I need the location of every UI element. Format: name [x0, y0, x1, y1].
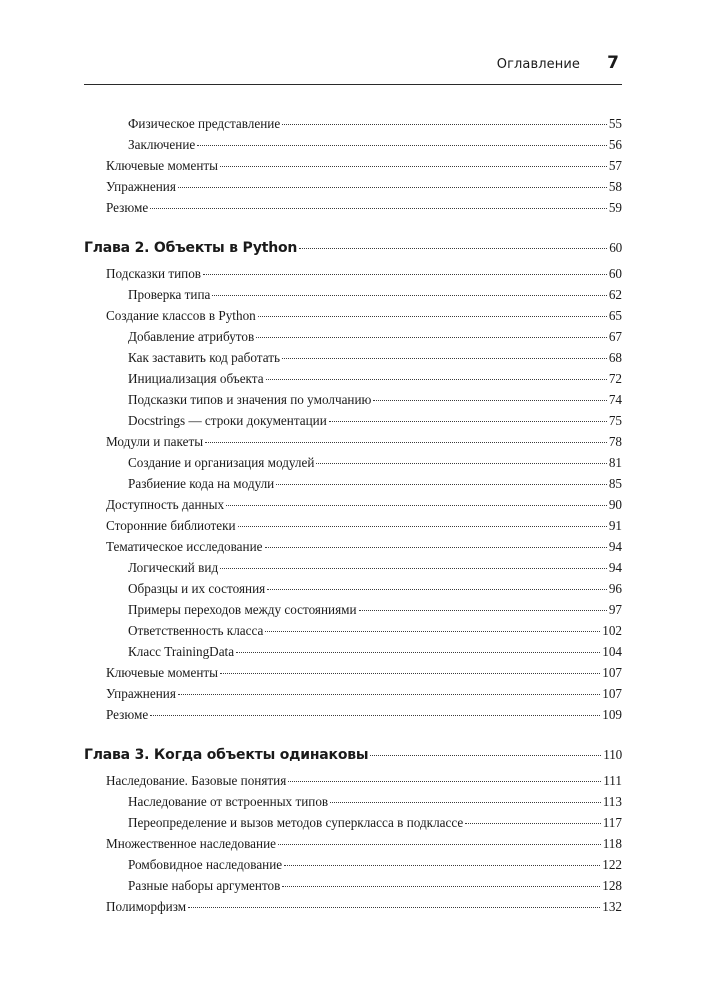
toc-entry[interactable]: Наследование. Базовые понятия 111	[106, 773, 622, 788]
toc-entry[interactable]: Создание и организация модулей 81	[128, 455, 622, 470]
toc-entry[interactable]: Ромбовидное наследование 122	[128, 857, 622, 872]
toc-entry[interactable]: Класс TrainingData 104	[128, 644, 622, 659]
toc-entry[interactable]: Логический вид 94	[128, 560, 622, 575]
toc-entry[interactable]: Сторонние библиотеки 91	[106, 518, 622, 533]
toc-entry[interactable]: Ключевые моменты 57	[106, 158, 622, 173]
toc-entry[interactable]: Разные наборы аргументов 128	[128, 878, 622, 893]
toc-entry[interactable]: Подсказки типов 60	[106, 266, 622, 281]
toc-entry[interactable]: Переопределение и вызов методов суперкласса в подклассе 117	[128, 815, 622, 830]
toc-entry[interactable]: Доступность данных 90	[106, 497, 622, 512]
toc-entry[interactable]: Docstrings — строки документации 75	[128, 413, 622, 428]
toc-entry[interactable]: Модули и пакеты 78	[106, 434, 622, 449]
toc-entry[interactable]: Разбиение кода на модули 85	[128, 476, 622, 491]
toc-entry[interactable]: Образцы и их состояния 96	[128, 581, 622, 596]
toc-entry[interactable]: Наследование от встроенных типов 113	[128, 794, 622, 809]
toc-entry[interactable]: Упражнения 107	[106, 686, 622, 701]
toc-entry[interactable]: Проверка типа 62	[128, 287, 622, 302]
toc-entry[interactable]: Полиморфизм 132	[106, 899, 622, 914]
toc-entry[interactable]: Создание классов в Python 65	[106, 308, 622, 323]
toc-entry[interactable]: Примеры переходов между состояниями 97	[128, 602, 622, 617]
toc-entry[interactable]: Ответственность класса 102	[128, 623, 622, 638]
page-number: 7	[607, 53, 619, 73]
toc-entry[interactable]: Резюме 109	[106, 707, 622, 722]
toc-entry[interactable]: Резюме 59	[106, 200, 622, 215]
toc-entry[interactable]: Упражнения 58	[106, 179, 622, 194]
chapter-heading[interactable]: Глава 2. Объекты в Python 60	[84, 240, 622, 256]
toc-entry[interactable]: Заключение 56	[128, 137, 622, 152]
chapter-heading[interactable]: Глава 3. Когда объекты одинаковы 110	[84, 747, 622, 763]
toc-entry[interactable]: Ключевые моменты 107	[106, 665, 622, 680]
toc-entry[interactable]: Как заставить код работать 68	[128, 350, 622, 365]
header-title: Оглавление	[496, 57, 580, 72]
toc-entry[interactable]: Множественное наследование 118	[106, 836, 622, 851]
toc-entry[interactable]: Добавление атрибутов 67	[128, 329, 622, 344]
toc-entry[interactable]: Инициализация объекта 72	[128, 371, 622, 386]
toc-entry[interactable]: Подсказки типов и значения по умолчанию 74	[128, 392, 622, 407]
running-header	[84, 50, 622, 85]
toc-entry[interactable]: Физическое представление 55	[128, 116, 622, 131]
toc-entry[interactable]: Тематическое исследование 94	[106, 539, 622, 554]
